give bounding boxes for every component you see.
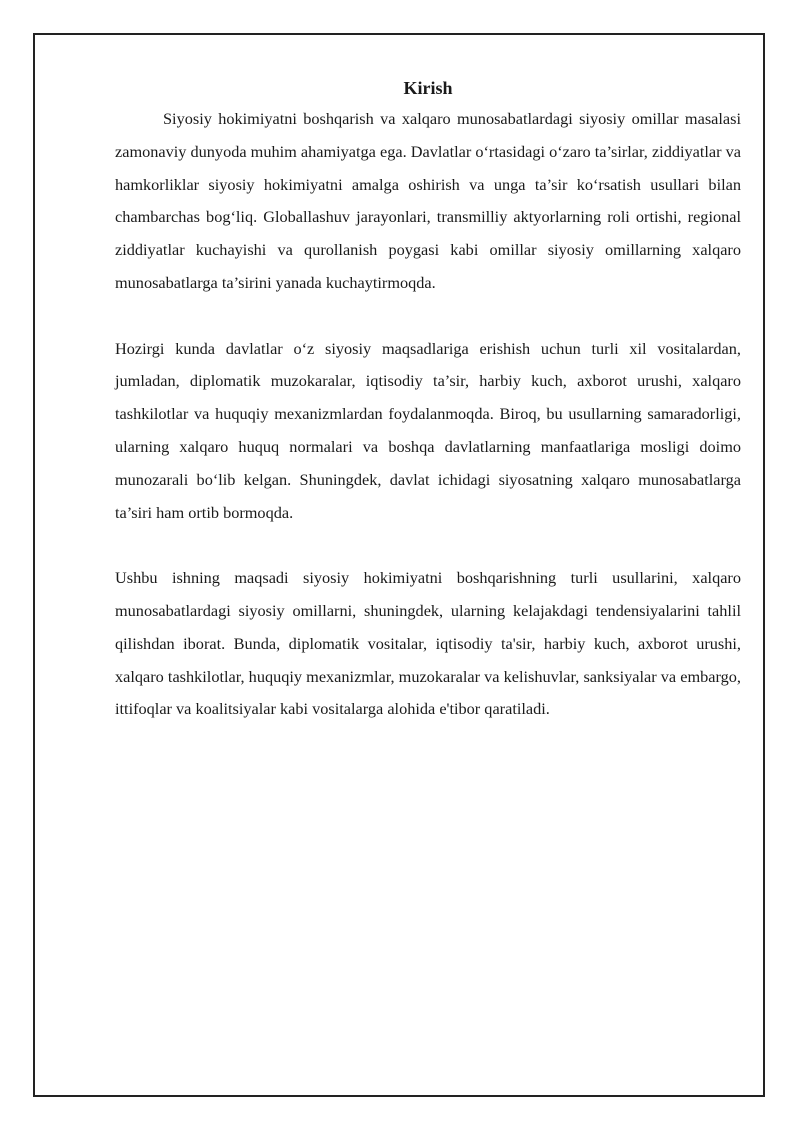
paragraph-spacer — [115, 529, 741, 562]
document-title: Kirish — [403, 78, 453, 98]
paragraph-methods: Hozirgi kunda davlatlar o‘z siyosiy maqsadlariga erishish uchun turli xil vositalardan, jumladan, diplomatik muzokaralar, iqtisodiy ta’sir, harbiy kuch, axborot urushi, xalqaro tashkilotlar va huquqiy mexanizmlardan foydalanmoqda. Biroq, bu usullarning samaradorligi, ularning xalqaro huquq normalari va boshqa davlatlarning manfaatlariga mosligi doimo munozarali bo‘lib kelgan. Shuningdek, davlat ichidagi siyosatning xalqaro munosabatlarga ta’siri ham ortib bormoqda. — [115, 338, 741, 522]
paragraph-introduction: Siyosiy hokimiyatni boshqarish va xalqaro munosabatlardagi siyosiy omillar masalasi zamonaviy dunyoda muhim ahamiyatga ega. Davlatlar o‘rtasidagi o‘zaro ta’sirlar, ziddiyatlar va hamkorliklar siyosiy hokimiyatni amalga oshirish va unga ta’sir ko‘rsatish usullari bilan chambarchas bog‘liq. Globallashuv jarayonlari, transmilliy aktyorlarning roli ortishi, regional ziddiyatlar kuchayishi va qurollanish poygasi kabi omillar siyosiy omillarning xalqaro munosabatlarga ta’sirini yanada kuchaytirmoqda. — [115, 109, 741, 292]
paragraph-purpose: Ushbu ishning maqsadi siyosiy hokimiyatni boshqarishning turli usullarini, xalqaro munosabatlardagi siyosiy omillarni, shuningdek, ularning kelajakdagi tendensiyalarini tahlil qilishdan iborat. Bunda, diplomatik vositalar, iqtisodiy ta'sir, harbiy kuch, axborot urushi, xalqaro tashkilotlar, huquqiy mexanizmlar, muzokaralar va kelishuvlar, sanksiyalar va embargo, ittifoqlar va koalitsiyalar kabi vositalarga alohida e'tibor qaratiladi. — [115, 568, 741, 719]
document-body — [115, 74, 741, 726]
paragraph-spacer — [115, 300, 741, 333]
